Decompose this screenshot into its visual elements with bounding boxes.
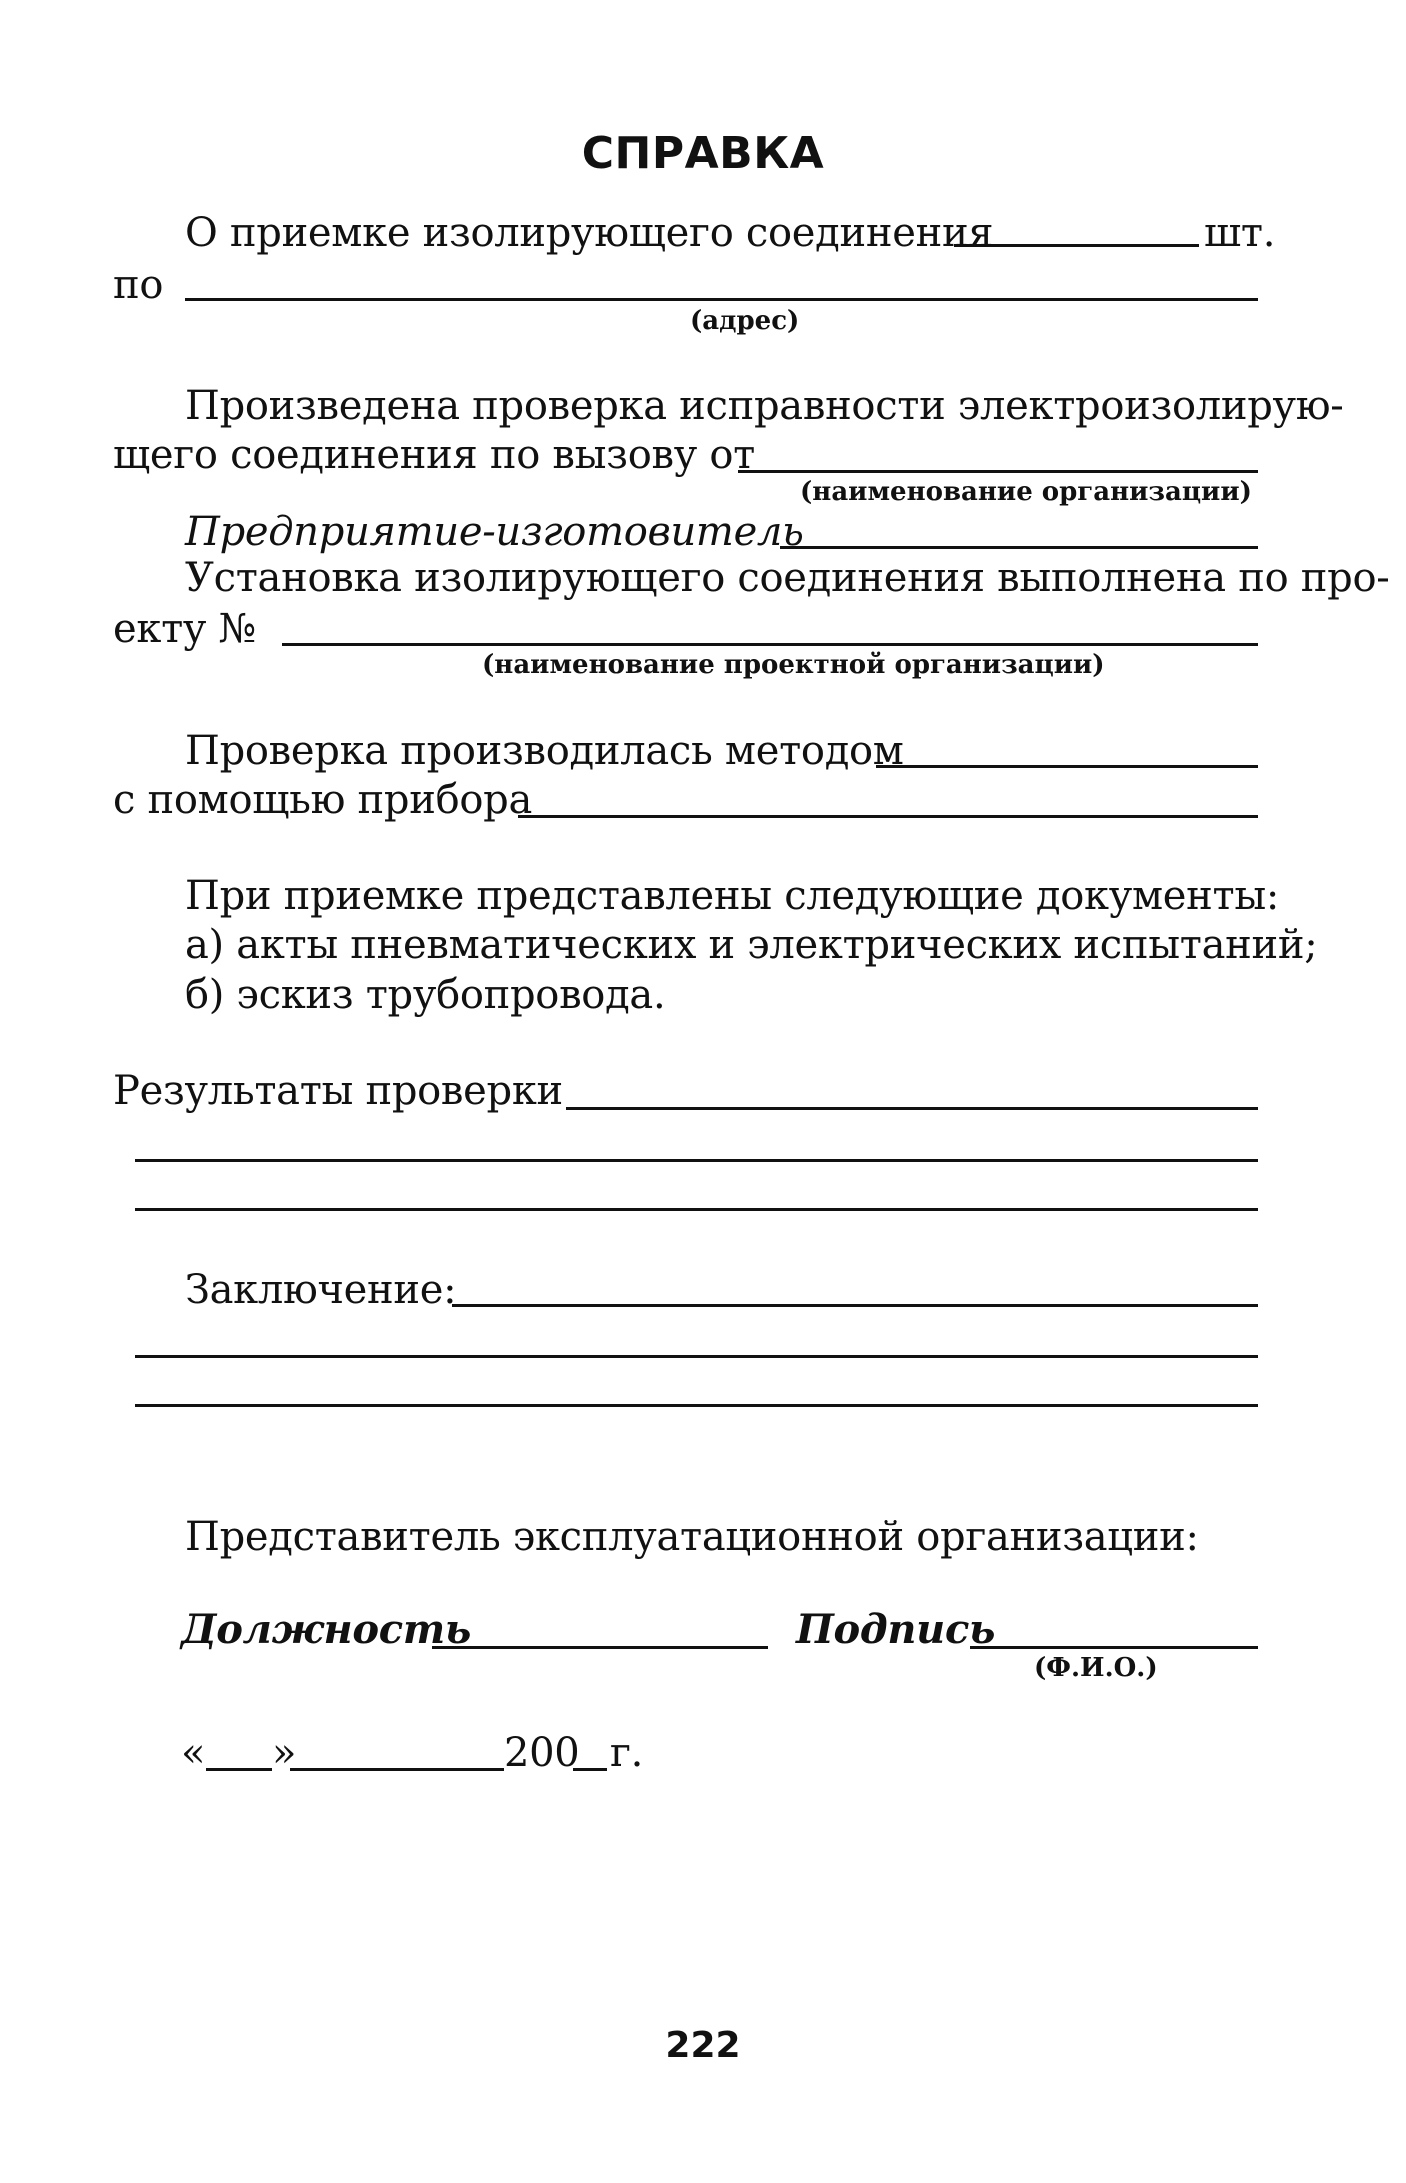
date-quote-open: « bbox=[181, 1730, 206, 1776]
manufacturer-label: Предприятие-изготовитель bbox=[185, 509, 804, 555]
requesting-org-field[interactable] bbox=[738, 470, 1258, 473]
date-year-suffix: г. bbox=[610, 1730, 644, 1776]
method-field[interactable] bbox=[876, 765, 1258, 768]
project-number-field[interactable] bbox=[282, 643, 1258, 646]
representative-heading: Представитель эксплуатационной организации: bbox=[185, 1514, 1199, 1560]
design-org-caption: (наименование проектной организации) bbox=[482, 650, 1105, 680]
inspection-line2-text: щего соединения по вызову от bbox=[113, 432, 755, 478]
intro-line1-text: О приемке изолирующего соединения bbox=[185, 210, 994, 256]
page-title: СПРАВКА bbox=[581, 128, 825, 179]
date-quote-close: » bbox=[272, 1730, 297, 1776]
date-month-field[interactable] bbox=[290, 1768, 504, 1771]
signature-field[interactable] bbox=[970, 1646, 1258, 1649]
documents-heading: При приемке представлены следующие документы: bbox=[185, 873, 1280, 919]
position-label: Должность bbox=[181, 1606, 471, 1653]
conclusion-field-2[interactable] bbox=[135, 1355, 1258, 1358]
address-caption: (адрес) bbox=[690, 306, 800, 336]
page-number: 222 bbox=[665, 2025, 741, 2066]
install-line1: Установка изолирующего соединения выполнена по про- bbox=[185, 555, 1390, 601]
address-field[interactable] bbox=[185, 298, 1258, 301]
results-field-2[interactable] bbox=[135, 1159, 1258, 1162]
method-line2-text: с помощью прибора bbox=[113, 777, 533, 823]
date-year-field[interactable] bbox=[573, 1768, 607, 1771]
conclusion-field-3[interactable] bbox=[135, 1404, 1258, 1407]
method-line1-text: Проверка производилась методом bbox=[185, 728, 904, 774]
device-field[interactable] bbox=[518, 815, 1258, 818]
document-item-b: б) эскиз трубопровода. bbox=[185, 972, 666, 1018]
quantity-unit: шт. bbox=[1204, 210, 1276, 256]
position-field[interactable] bbox=[432, 1646, 768, 1649]
results-field-3[interactable] bbox=[135, 1208, 1258, 1211]
conclusion-label: Заключение: bbox=[185, 1267, 457, 1313]
date-day-field[interactable] bbox=[206, 1768, 272, 1771]
inspection-line1: Произведена проверка исправности электроизолирую- bbox=[185, 383, 1344, 429]
name-caption: (Ф.И.О.) bbox=[1034, 1653, 1158, 1683]
results-label: Результаты проверки bbox=[113, 1068, 563, 1114]
manufacturer-field[interactable] bbox=[780, 546, 1258, 549]
signature-label: Подпись bbox=[796, 1606, 996, 1653]
results-field-1[interactable] bbox=[566, 1107, 1258, 1110]
date-year-prefix: 200 bbox=[504, 1730, 580, 1776]
conclusion-field-1[interactable] bbox=[452, 1304, 1258, 1307]
install-line2-text: екту № bbox=[113, 606, 257, 652]
quantity-field[interactable] bbox=[954, 244, 1199, 247]
document-item-a: а) акты пневматических и электрических испытаний; bbox=[185, 922, 1318, 968]
intro-line2-label: по bbox=[113, 262, 164, 308]
org-caption: (наименование организации) bbox=[800, 477, 1252, 507]
